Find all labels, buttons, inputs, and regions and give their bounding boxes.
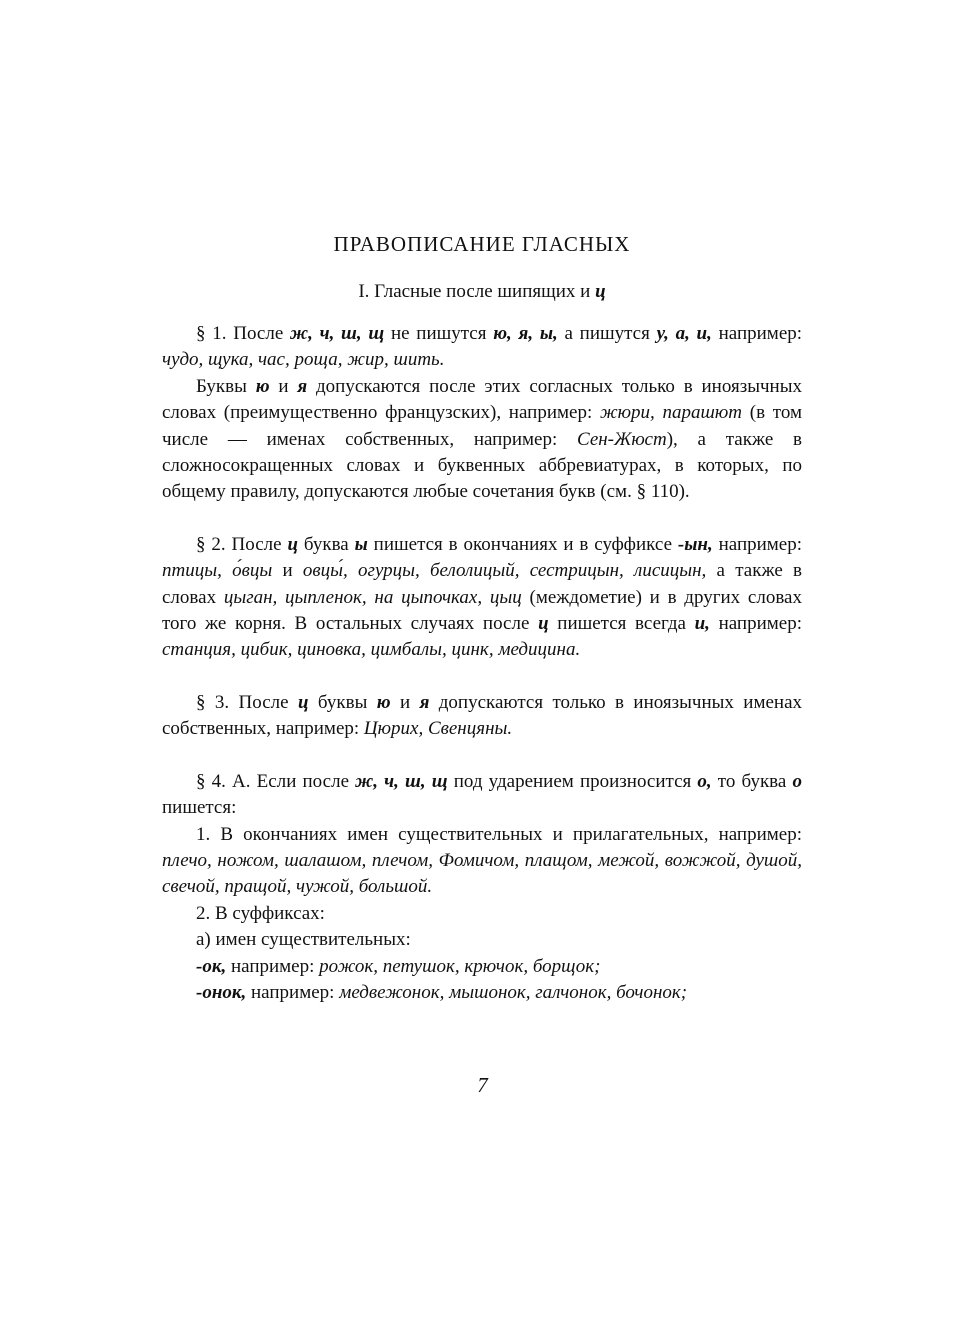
p1-b: ж, ч, ш, щ [290,323,385,344]
page-body [162,232,802,1006]
page-number: 7 [477,1073,488,1097]
section-heading [162,281,802,303]
p3-f: я [419,691,430,713]
suffix-ok-text: например: [226,955,320,977]
p2-r: станция, цибик, циновка, цимбалы, цинк, медицина. [162,639,581,661]
p4-d: о, [697,770,712,792]
p2-b: ц [287,533,299,555]
p1b-i: ), а также в сложносокращенных словах и буквенных аббревиатурах, в которых, по общему правилу, допускаются любые сочетания букв (см. § 110). [162,428,802,503]
suffix-ok: -ок, [196,955,227,977]
p3-b: ц [297,691,309,713]
p2-i: и [272,560,303,582]
p2-p: и, [694,613,710,635]
p1-d: ю, я, ы, [493,323,558,344]
p1b-g: (в том числе — именах собственных, например: [162,402,803,450]
p1b-b: ю [255,375,270,397]
p1-h: чудо, щука, час, роща, жир, шить. [162,349,445,371]
p2-m: (междометие) и в других словах того же корня. В остальных случаях после [162,586,802,635]
p4-1-a: 1. В окончаниях имен существительных и прилагательных, например: [196,823,802,845]
p1-c: не пишутся [384,323,494,344]
suffix-onok: -онок, [196,981,247,1003]
p4-g: пишется: [162,797,237,819]
p2-a: § 2. После [196,533,288,555]
p1-a: § 1. После [196,323,291,344]
p4-1-b: плечо, ножом, шалашом, плечом, Фомичом, плащом, межой, вожжой, душой, свечой, пращой, чужой, большой. [162,849,802,898]
p2-l: цыган, цыпленок, на цыпочках, цыц [223,586,522,608]
p2-k: а также в словах [162,560,802,608]
paragraph-4 [162,769,802,822]
paragraph-4-2a: а) имен существительных: [196,929,411,951]
p2-h: птицы, о́вцы [162,560,273,582]
p2-e: пишется в окончаниях и в суффиксе [367,533,678,555]
p2-n: ц [538,613,549,635]
p2-q: например: [709,613,802,635]
paragraph-2 [162,532,802,664]
paragraph-4-1 [162,822,802,901]
p4-a: § 4. А. Если после [196,770,356,792]
suffix-ok-examples: рожок, петушок, крючок, борщок; [319,955,601,977]
p1b-d: я [297,375,308,397]
suffix-onok-examples: медвежонок, мышонок, галчонок, бочонок; [339,981,688,1003]
page-title: ПРАВОПИСАНИЕ ГЛАСНЫХ [333,232,631,256]
p2-j: овцы́, огурцы, белолицый, сестрицын, лисицын, [302,560,707,582]
p4-e: то буква [711,770,793,792]
paragraph-1 [162,321,802,374]
p1b-f: жюри, парашют [599,402,743,424]
paragraph-3 [162,690,802,743]
p1-f: у, а, и, [656,323,712,344]
suffix-onok-line [162,980,802,1006]
p4-b: ж, ч, ш, щ [355,770,448,792]
p2-d: ы [354,533,368,555]
section-heading-text: I. Гласные после шипящих и [358,281,596,302]
p2-c: буква [298,533,355,555]
suffix-onok-text: например: [246,981,340,1003]
p4-f: о [792,770,802,792]
p2-o: пишется всегда [548,613,695,635]
p2-f: -ын, [677,533,713,555]
paragraph-1b [162,374,802,506]
p4-c: под ударением произносится [447,770,698,792]
p2-g: например: [712,533,803,555]
p3-c: буквы [308,691,377,713]
paragraph-4-2: 2. В суффиксах: [196,902,325,924]
p1-e: а пишутся [557,323,657,344]
p3-h: Цюрих, Свенцяны. [363,718,513,740]
p1b-e: допускаются после этих согласных только в иноязычных словах (преимущественно французских), например: [162,375,802,424]
p1b-h: Сен-Жюст [577,428,667,450]
section-heading-letter: ц [595,281,606,302]
p3-a: § 3. После [196,691,298,713]
p1b-a: Буквы [196,375,256,397]
p3-g: допускаются только в иноязычных именах собственных, например: [162,691,803,740]
p3-e: и [390,691,420,713]
p1b-c: и [269,375,298,397]
p3-d: ю [376,691,391,713]
p1-g: например: [711,323,803,344]
suffix-ok-line [162,954,802,980]
